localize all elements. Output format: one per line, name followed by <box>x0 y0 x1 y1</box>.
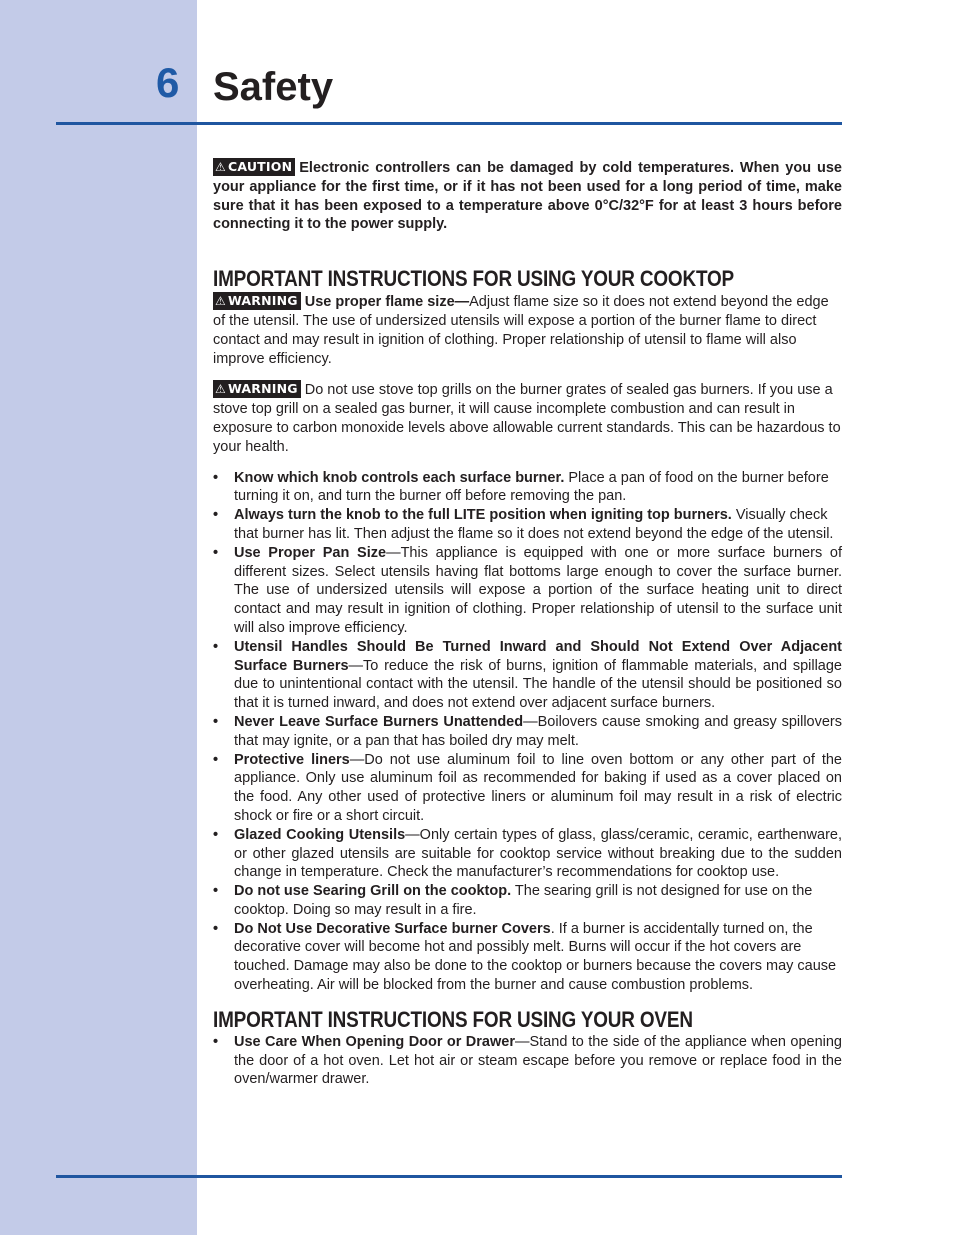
page-content <box>213 158 842 1089</box>
warning-triangle-icon: ⚠ <box>215 382 226 397</box>
warning-flame-size <box>213 292 842 368</box>
warning-label: ⚠ WARNING <box>213 380 301 398</box>
list-item: • Do Not Use Decorative Surface burner Covers. If a burner is accidentally turned on, the decorative cover will become hot and possibly melt. Burns will occur if the hot covers are touched. Damage may also be done to the cooktop or burners because the covers may cause overheating. Air will be blocked from the burner and cause combustion problems. <box>213 920 837 994</box>
warning-lead: Use proper flame size— <box>304 294 470 311</box>
warning-triangle-icon: ⚠ <box>215 160 226 174</box>
oven-bullet-list <box>213 1033 842 1089</box>
header-rule <box>56 122 842 125</box>
left-sidebar-band <box>0 0 197 1235</box>
list-item: • Always turn the knob to the full LITE position when igniting top burners. Visually check that burner has lit. Then adjust the flame so it does not extend beyond the edge of the utensil. <box>213 507 834 542</box>
list-item: • Never Leave Surface Burners Unattended—Boilovers cause smoking and greasy spillovers that may ignite, or a pan that has boiled dry may melt. <box>213 713 842 749</box>
page-number: 6 <box>156 59 180 106</box>
warning-stove-top-grills <box>213 380 842 456</box>
list-item: • Glazed Cooking Utensils—Only certain types of glass, glass/ceramic, ceramic, earthenware, or other glazed utensils are suitable for cooktop service without breaking due to the sudden change in temperature. Check the manufacturer’s recommendations for cooktop use. <box>213 826 843 881</box>
warning-text: Do not use stove top grills on the burner grates of sealed gas burners. If you use a stove top grill on a sealed gas burner, it will cause incomplete combustion and can result in exposure to carbon monoxide levels above allowable current standards. This can be hazardous to your health. <box>213 382 841 455</box>
list-item: • Use Proper Pan Size—This appliance is equipped with one or more surface burners of different sizes. Select utensils having flat bottoms large enough to cover the surface burner. The use of undersized utensils will expose a portion of the surface heating unit to direct contact and may result in ignition of clothing. Proper relationship of utensil to the surface unit will also improve efficiency. <box>213 544 842 636</box>
caution-label: ⚠ CAUTION <box>213 158 295 176</box>
footer-rule <box>56 1175 842 1178</box>
cooktop-heading: IMPORTANT INSTRUCTIONS FOR USING YOUR COOKTOP <box>213 266 734 292</box>
warning-text: Adjust flame size so it does not extend beyond the edge of the utensil. The use of undersized utensils will expose a portion of the burner flame to direct contact and may result in ignition of clothing. Proper relationship of utensil to flame will also improve efficiency. <box>213 294 829 367</box>
page-title: Safety <box>213 65 334 109</box>
list-item: • Protective liners—Do not use aluminum foil to line oven bottom or any other part of the appliance. Only use aluminum foil as recommended for baking if used as a cover placed on the food. Any other used of protective liners or aluminum foil may result in a risk of electric shock or fire or a short circuit. <box>213 751 842 824</box>
list-item: • Know which knob controls each surface burner. Place a pan of food on the burner before turning it on, and turn the burner off before removing the pan. <box>213 469 829 505</box>
warning-label: ⚠ WARNING <box>213 292 301 310</box>
warning-triangle-icon: ⚠ <box>215 294 226 309</box>
list-item: • Use Care When Opening Door or Drawer—Stand to the side of the appliance when opening the door of a hot oven. Let hot air or steam escape before you remove or replace food in the oven/warmer drawer. <box>213 1033 842 1088</box>
list-item: • Do not use Searing Grill on the cooktop. The searing grill is not designed for use on the cooktop. Doing so may result in a fire. <box>213 883 813 918</box>
cooktop-bullet-list <box>213 469 842 995</box>
list-item: • Utensil Handles Should Be Turned Inward and Should Not Extend Over Adjacent Surface Burners—To reduce the risk of burns, ignition of flammable materials, and spillage due to unintentional contact with the utensil. The handle of the utensil should be positioned so that it is turned inward, and does not extend over adjacent surface burners. <box>213 638 842 712</box>
caution-text: Electronic controllers can be damaged by cold temperatures. When you use your appliance for the first time, or if it has not been used for a long period of time, make sure that it has been exposed to a temperature above 0°C/32°F for at least 3 hours before connecting it to the power supply. <box>213 160 842 233</box>
caution-notice <box>213 158 842 234</box>
oven-heading: IMPORTANT INSTRUCTIONS FOR USING YOUR OVEN <box>213 1006 693 1032</box>
